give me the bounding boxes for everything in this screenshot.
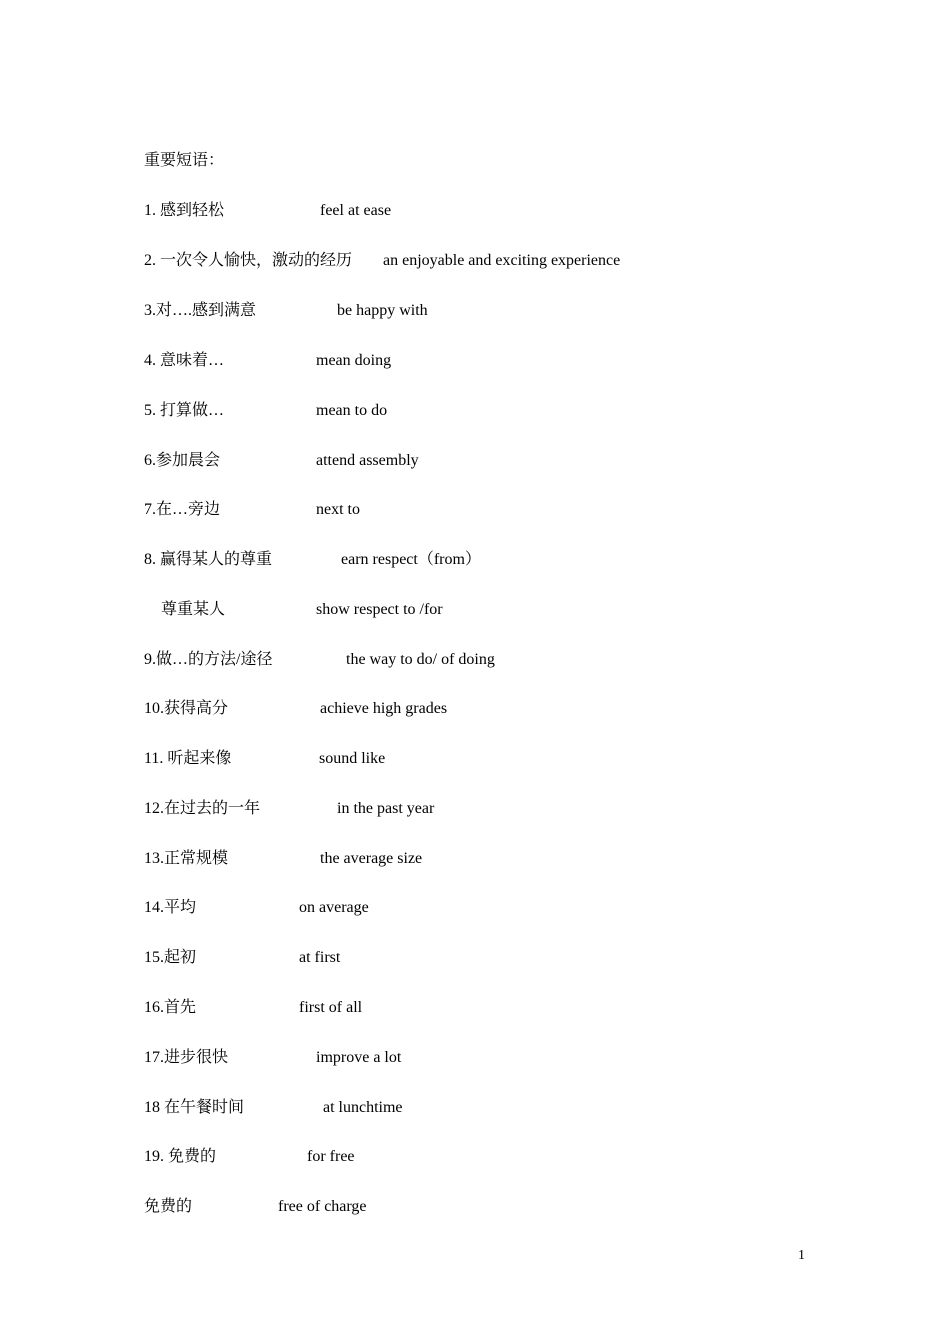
phrase-row	[0, 499, 950, 521]
phrase-row	[0, 350, 950, 372]
phrase-row	[0, 798, 950, 820]
phrase-row	[0, 1097, 950, 1119]
phrase-english: free of charge	[278, 1198, 367, 1215]
phrase-english: achieve high grades	[320, 700, 448, 717]
phrase-row	[0, 400, 950, 422]
phrase-english: earn respect（from）	[341, 551, 481, 568]
page-number: 1	[798, 1248, 805, 1263]
phrase-english: the way to do/ of doing	[346, 651, 495, 668]
phrase-english: for free	[307, 1148, 355, 1165]
phrase-row	[0, 300, 950, 322]
phrase-row	[0, 997, 950, 1019]
phrase-row	[0, 250, 950, 272]
phrase-row	[0, 549, 950, 571]
phrase-row	[0, 748, 950, 770]
phrase-english: mean to do	[316, 402, 388, 419]
phrase-chinese: 14.平均	[144, 899, 197, 916]
phrase-english: attend assembly	[316, 452, 419, 469]
phrase-english: at first	[299, 949, 341, 966]
phrase-chinese: 12.在过去的一年	[144, 800, 261, 817]
phrase-english: an enjoyable and exciting experience	[383, 252, 621, 269]
phrase-english: at lunchtime	[323, 1099, 403, 1116]
phrase-english: mean doing	[316, 352, 392, 369]
phrase-chinese: 免费的	[144, 1198, 193, 1215]
phrase-chinese: 4. 意味着…	[144, 352, 225, 369]
phrase-row	[0, 450, 950, 472]
phrase-row	[0, 947, 950, 969]
phrase-chinese: 3.对….感到满意	[144, 302, 257, 319]
phrase-chinese: 5. 打算做…	[144, 402, 225, 419]
section-heading: 重要短语：	[144, 152, 225, 169]
phrase-english: on average	[299, 899, 369, 916]
phrase-chinese: 2. 一次令人愉快，激动的经历	[144, 252, 353, 269]
phrase-row	[0, 1146, 950, 1168]
phrase-english: in the past year	[337, 800, 435, 817]
phrase-chinese: 19. 免费的	[144, 1148, 217, 1165]
phrase-english: sound like	[319, 750, 386, 767]
phrase-row	[0, 1196, 950, 1218]
phrase-chinese: 16.首先	[144, 999, 197, 1016]
phrase-row	[0, 599, 950, 621]
phrase-english: the average size	[320, 850, 423, 867]
phrase-english: feel at ease	[320, 202, 392, 219]
phrase-chinese: 6.参加晨会	[144, 452, 221, 469]
phrase-chinese: 1. 感到轻松	[144, 202, 225, 219]
phrase-english: first of all	[299, 999, 363, 1016]
phrase-row	[0, 1047, 950, 1069]
phrase-chinese: 尊重某人	[161, 601, 226, 618]
phrase-chinese: 15.起初	[144, 949, 197, 966]
phrase-english: be happy with	[337, 302, 428, 319]
phrase-chinese: 11. 听起来像	[144, 750, 232, 767]
phrase-chinese: 13.正常规模	[144, 850, 229, 867]
phrase-english: next to	[316, 501, 360, 518]
phrase-chinese: 10.获得高分	[144, 700, 229, 717]
phrase-english: show respect to /for	[316, 601, 443, 618]
phrase-row	[0, 649, 950, 671]
phrase-chinese: 9.做…的方法/途径	[144, 651, 273, 668]
phrase-row	[0, 897, 950, 919]
phrase-row	[0, 200, 950, 222]
phrase-chinese: 17.进步很快	[144, 1049, 229, 1066]
phrase-english: improve a lot	[316, 1049, 402, 1066]
phrase-chinese: 8. 赢得某人的尊重	[144, 551, 273, 568]
phrase-chinese: 18 在午餐时间	[144, 1099, 245, 1116]
phrase-row	[0, 848, 950, 870]
phrase-row	[0, 698, 950, 720]
phrase-chinese: 7.在…旁边	[144, 501, 221, 518]
